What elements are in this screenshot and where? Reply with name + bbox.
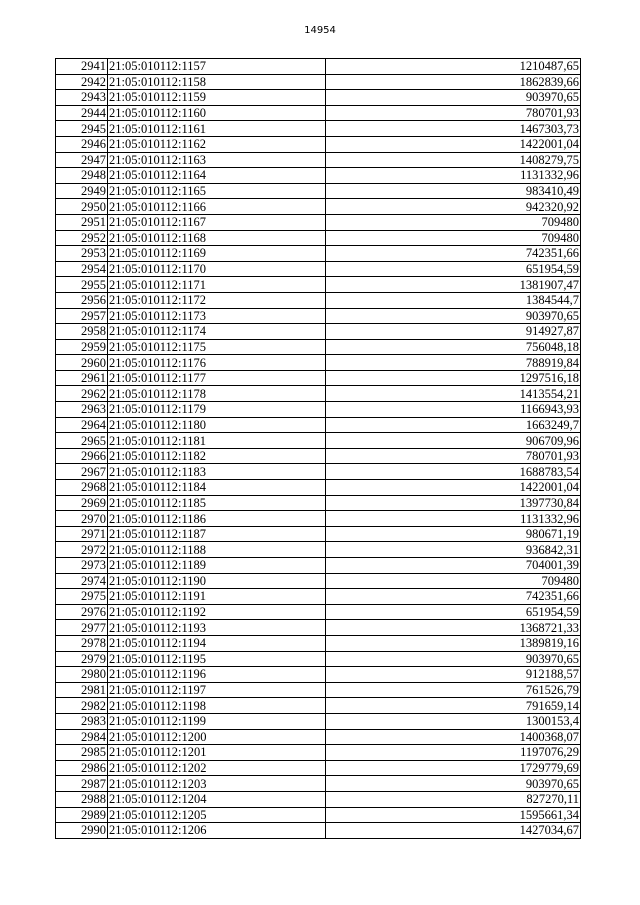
row-number-cell: 2968: [56, 480, 108, 496]
value-cell: 1422001,04: [326, 136, 581, 152]
value-cell: 791659,14: [326, 698, 581, 714]
cadastral-number-cell: 21:05:010112:1175: [108, 339, 326, 355]
row-number-cell: 2990: [56, 823, 108, 839]
row-number-cell: 2961: [56, 370, 108, 386]
row-number-cell: 2960: [56, 355, 108, 371]
row-number-cell: 2982: [56, 698, 108, 714]
table-row: [56, 214, 581, 230]
cadastral-number-cell: 21:05:010112:1157: [108, 59, 326, 75]
table-row: [56, 542, 581, 558]
cadastral-number-cell: 21:05:010112:1200: [108, 729, 326, 745]
row-number-cell: 2949: [56, 183, 108, 199]
value-cell: 1422001,04: [326, 480, 581, 496]
cadastral-number-cell: 21:05:010112:1181: [108, 433, 326, 449]
table-row: [56, 355, 581, 371]
row-number-cell: 2963: [56, 402, 108, 418]
cadastral-number-cell: 21:05:010112:1164: [108, 168, 326, 184]
value-cell: 1595661,34: [326, 807, 581, 823]
value-cell: 903970,65: [326, 776, 581, 792]
row-number-cell: 2962: [56, 386, 108, 402]
cadastral-number-cell: 21:05:010112:1190: [108, 573, 326, 589]
row-number-cell: 2950: [56, 199, 108, 215]
cadastral-number-cell: 21:05:010112:1179: [108, 402, 326, 418]
value-cell: 1131332,96: [326, 168, 581, 184]
cadastral-number-cell: 21:05:010112:1182: [108, 448, 326, 464]
table-row: [56, 339, 581, 355]
row-number-cell: 2942: [56, 74, 108, 90]
cadastral-number-cell: 21:05:010112:1184: [108, 480, 326, 496]
data-table: [55, 58, 581, 839]
cadastral-number-cell: 21:05:010112:1170: [108, 261, 326, 277]
table-row: [56, 199, 581, 215]
cadastral-number-cell: 21:05:010112:1194: [108, 635, 326, 651]
table-row: [56, 511, 581, 527]
cadastral-number-cell: 21:05:010112:1160: [108, 105, 326, 121]
row-number-cell: 2944: [56, 105, 108, 121]
table-row: [56, 776, 581, 792]
row-number-cell: 2984: [56, 729, 108, 745]
table-row: [56, 448, 581, 464]
value-cell: 780701,93: [326, 105, 581, 121]
row-number-cell: 2959: [56, 339, 108, 355]
row-number-cell: 2969: [56, 495, 108, 511]
table-row: [56, 90, 581, 106]
value-cell: 1397730,84: [326, 495, 581, 511]
cadastral-number-cell: 21:05:010112:1204: [108, 791, 326, 807]
value-cell: 903970,65: [326, 90, 581, 106]
table-row: [56, 417, 581, 433]
row-number-cell: 2976: [56, 604, 108, 620]
value-cell: 704001,39: [326, 558, 581, 574]
row-number-cell: 2985: [56, 745, 108, 761]
value-cell: 761526,79: [326, 682, 581, 698]
cadastral-number-cell: 21:05:010112:1205: [108, 807, 326, 823]
value-cell: 1467303,73: [326, 121, 581, 137]
row-number-cell: 2948: [56, 168, 108, 184]
cadastral-number-cell: 21:05:010112:1189: [108, 558, 326, 574]
value-cell: 709480: [326, 214, 581, 230]
row-number-cell: 2941: [56, 59, 108, 75]
table-row: [56, 635, 581, 651]
value-cell: 1384544,7: [326, 292, 581, 308]
row-number-cell: 2946: [56, 136, 108, 152]
table-row: [56, 168, 581, 184]
cadastral-number-cell: 21:05:010112:1168: [108, 230, 326, 246]
table-row: [56, 526, 581, 542]
cadastral-number-cell: 21:05:010112:1196: [108, 667, 326, 683]
row-number-cell: 2977: [56, 620, 108, 636]
cadastral-number-cell: 21:05:010112:1185: [108, 495, 326, 511]
value-cell: 709480: [326, 573, 581, 589]
value-cell: 1408279,75: [326, 152, 581, 168]
cadastral-number-cell: 21:05:010112:1201: [108, 745, 326, 761]
row-number-cell: 2953: [56, 246, 108, 262]
value-cell: 1389819,16: [326, 635, 581, 651]
cadastral-number-cell: 21:05:010112:1206: [108, 823, 326, 839]
cadastral-number-cell: 21:05:010112:1203: [108, 776, 326, 792]
value-cell: 780701,93: [326, 448, 581, 464]
row-number-cell: 2952: [56, 230, 108, 246]
value-cell: 742351,66: [326, 246, 581, 262]
table-row: [56, 464, 581, 480]
value-cell: 742351,66: [326, 589, 581, 605]
row-number-cell: 2945: [56, 121, 108, 137]
cadastral-number-cell: 21:05:010112:1165: [108, 183, 326, 199]
value-cell: 906709,96: [326, 433, 581, 449]
table-row: [56, 604, 581, 620]
row-number-cell: 2974: [56, 573, 108, 589]
cadastral-number-cell: 21:05:010112:1186: [108, 511, 326, 527]
page-number: 14954: [304, 25, 336, 36]
table-row: [56, 713, 581, 729]
value-cell: 1297516,18: [326, 370, 581, 386]
row-number-cell: 2989: [56, 807, 108, 823]
value-cell: 651954,59: [326, 604, 581, 620]
table-row: [56, 745, 581, 761]
table-row: [56, 230, 581, 246]
table-row: [56, 651, 581, 667]
row-number-cell: 2971: [56, 526, 108, 542]
cadastral-number-cell: 21:05:010112:1161: [108, 121, 326, 137]
table-row: [56, 823, 581, 839]
row-number-cell: 2964: [56, 417, 108, 433]
table-row: [56, 386, 581, 402]
value-cell: 1862839,66: [326, 74, 581, 90]
cadastral-number-cell: 21:05:010112:1176: [108, 355, 326, 371]
value-cell: 1663249,7: [326, 417, 581, 433]
cadastral-number-cell: 21:05:010112:1159: [108, 90, 326, 106]
row-number-cell: 2983: [56, 713, 108, 729]
table-row: [56, 59, 581, 75]
row-number-cell: 2980: [56, 667, 108, 683]
value-cell: 942320,92: [326, 199, 581, 215]
value-cell: 1413554,21: [326, 386, 581, 402]
table-row: [56, 573, 581, 589]
cadastral-number-cell: 21:05:010112:1188: [108, 542, 326, 558]
table-row: [56, 589, 581, 605]
row-number-cell: 2979: [56, 651, 108, 667]
row-number-cell: 2954: [56, 261, 108, 277]
cadastral-number-cell: 21:05:010112:1195: [108, 651, 326, 667]
table-body: [56, 59, 581, 839]
cadastral-number-cell: 21:05:010112:1178: [108, 386, 326, 402]
cadastral-number-cell: 21:05:010112:1174: [108, 324, 326, 340]
row-number-cell: 2955: [56, 277, 108, 293]
value-cell: 1210487,65: [326, 59, 581, 75]
value-cell: 651954,59: [326, 261, 581, 277]
table-row: [56, 277, 581, 293]
row-number-cell: 2958: [56, 324, 108, 340]
value-cell: 936842,31: [326, 542, 581, 558]
row-number-cell: 2951: [56, 214, 108, 230]
table-row: [56, 667, 581, 683]
value-cell: 756048,18: [326, 339, 581, 355]
row-number-cell: 2972: [56, 542, 108, 558]
table-row: [56, 246, 581, 262]
value-cell: 1368721,33: [326, 620, 581, 636]
table-row: [56, 183, 581, 199]
value-cell: 1197076,29: [326, 745, 581, 761]
table-row: [56, 558, 581, 574]
value-cell: 1131332,96: [326, 511, 581, 527]
table-row: [56, 370, 581, 386]
table-row: [56, 261, 581, 277]
table-row: [56, 791, 581, 807]
row-number-cell: 2965: [56, 433, 108, 449]
table-row: [56, 308, 581, 324]
cadastral-number-cell: 21:05:010112:1167: [108, 214, 326, 230]
cadastral-number-cell: 21:05:010112:1192: [108, 604, 326, 620]
value-cell: 1400368,07: [326, 729, 581, 745]
table-row: [56, 121, 581, 137]
table-row: [56, 807, 581, 823]
row-number-cell: 2988: [56, 791, 108, 807]
value-cell: 1166943,93: [326, 402, 581, 418]
row-number-cell: 2970: [56, 511, 108, 527]
row-number-cell: 2981: [56, 682, 108, 698]
cadastral-number-cell: 21:05:010112:1158: [108, 74, 326, 90]
row-number-cell: 2987: [56, 776, 108, 792]
value-cell: 983410,49: [326, 183, 581, 199]
table-row: [56, 760, 581, 776]
row-number-cell: 2956: [56, 292, 108, 308]
row-number-cell: 2943: [56, 90, 108, 106]
cadastral-number-cell: 21:05:010112:1183: [108, 464, 326, 480]
cadastral-number-cell: 21:05:010112:1162: [108, 136, 326, 152]
cadastral-number-cell: 21:05:010112:1177: [108, 370, 326, 386]
cadastral-number-cell: 21:05:010112:1173: [108, 308, 326, 324]
table-row: [56, 480, 581, 496]
cadastral-number-cell: 21:05:010112:1163: [108, 152, 326, 168]
value-cell: 903970,65: [326, 651, 581, 667]
table-row: [56, 729, 581, 745]
cadastral-number-cell: 21:05:010112:1169: [108, 246, 326, 262]
value-cell: 1729779,69: [326, 760, 581, 776]
cadastral-number-cell: 21:05:010112:1197: [108, 682, 326, 698]
table-row: [56, 682, 581, 698]
table-row: [56, 620, 581, 636]
table-row: [56, 292, 581, 308]
cadastral-number-cell: 21:05:010112:1198: [108, 698, 326, 714]
row-number-cell: 2957: [56, 308, 108, 324]
value-cell: 709480: [326, 230, 581, 246]
row-number-cell: 2947: [56, 152, 108, 168]
value-cell: 912188,57: [326, 667, 581, 683]
row-number-cell: 2975: [56, 589, 108, 605]
row-number-cell: 2978: [56, 635, 108, 651]
value-cell: 1381907,47: [326, 277, 581, 293]
table-row: [56, 105, 581, 121]
value-cell: 1300153,4: [326, 713, 581, 729]
table-row: [56, 495, 581, 511]
value-cell: 903970,65: [326, 308, 581, 324]
value-cell: 1427034,67: [326, 823, 581, 839]
table-row: [56, 74, 581, 90]
cadastral-number-cell: 21:05:010112:1166: [108, 199, 326, 215]
table-row: [56, 136, 581, 152]
row-number-cell: 2986: [56, 760, 108, 776]
row-number-cell: 2967: [56, 464, 108, 480]
table-row: [56, 698, 581, 714]
cadastral-number-cell: 21:05:010112:1193: [108, 620, 326, 636]
cadastral-number-cell: 21:05:010112:1180: [108, 417, 326, 433]
cadastral-number-cell: 21:05:010112:1187: [108, 526, 326, 542]
cadastral-number-cell: 21:05:010112:1202: [108, 760, 326, 776]
value-cell: 914927,87: [326, 324, 581, 340]
cadastral-number-cell: 21:05:010112:1171: [108, 277, 326, 293]
cadastral-number-cell: 21:05:010112:1199: [108, 713, 326, 729]
table-row: [56, 433, 581, 449]
cadastral-number-cell: 21:05:010112:1172: [108, 292, 326, 308]
table-row: [56, 324, 581, 340]
value-cell: 788919,84: [326, 355, 581, 371]
row-number-cell: 2966: [56, 448, 108, 464]
table-row: [56, 402, 581, 418]
cadastral-number-cell: 21:05:010112:1191: [108, 589, 326, 605]
row-number-cell: 2973: [56, 558, 108, 574]
value-cell: 827270,11: [326, 791, 581, 807]
value-cell: 1688783,54: [326, 464, 581, 480]
table-row: [56, 152, 581, 168]
value-cell: 980671,19: [326, 526, 581, 542]
